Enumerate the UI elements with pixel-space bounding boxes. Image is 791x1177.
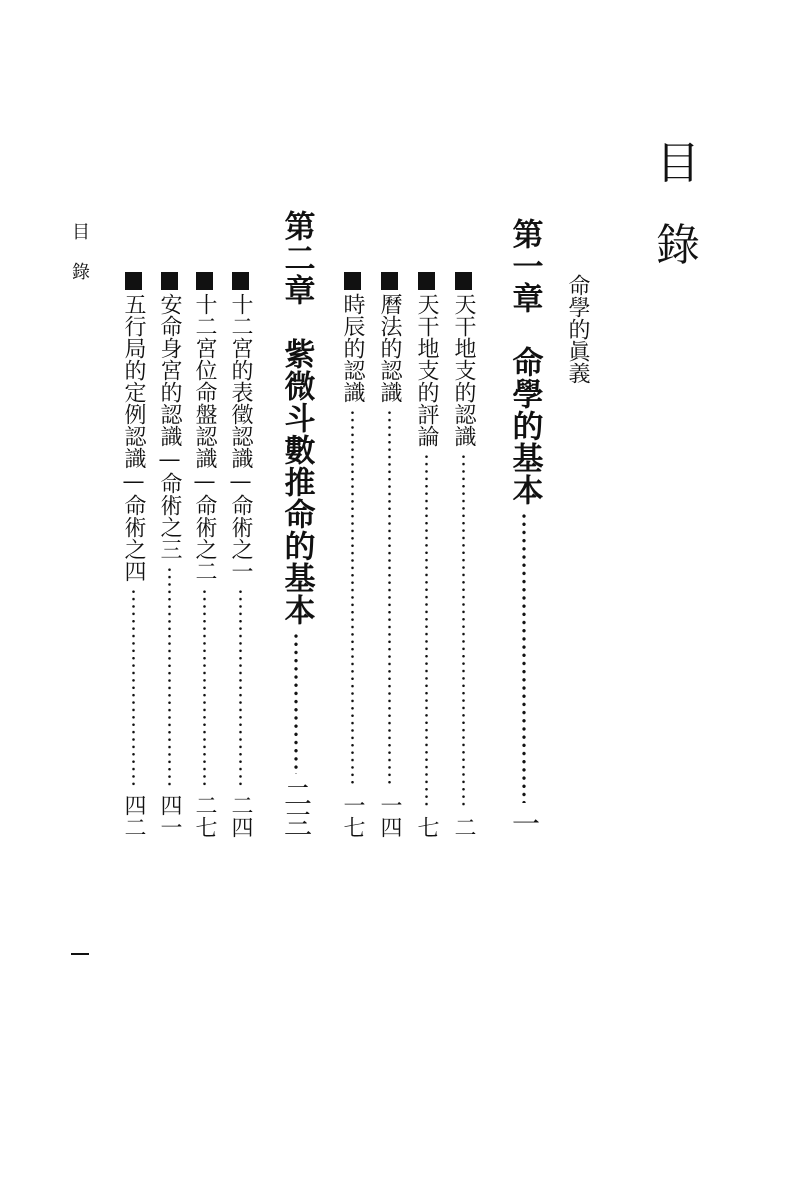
dot-leader	[294, 632, 298, 774]
dot-leader	[351, 409, 354, 788]
toc-section-2-2[interactable]	[189, 272, 219, 838]
chapter-heading: 第二章 紫微斗數推命的基本	[278, 210, 315, 626]
toc-section-2-1[interactable]	[225, 272, 255, 838]
bullet-square-icon	[232, 272, 249, 290]
dot-leader	[203, 588, 206, 788]
folio-glyph	[71, 953, 89, 955]
section-label: 時辰的認識	[340, 293, 365, 403]
toc-title-char-1: 目	[656, 138, 700, 189]
dot-leader	[168, 566, 171, 788]
page-number: 一	[508, 809, 541, 838]
dot-leader	[522, 512, 526, 803]
bullet-square-icon	[344, 272, 361, 290]
toc-section-1-2[interactable]	[411, 272, 441, 838]
page-number: 二七	[192, 794, 217, 838]
section-label: 十二宮位命盤認識—命術之二	[192, 293, 217, 582]
page-number: 二三	[280, 780, 313, 838]
page-number: 一七	[340, 794, 365, 838]
section-label: 五行局的定例認識—命術之四	[121, 293, 146, 582]
toc-title	[648, 138, 708, 278]
dot-leader	[462, 453, 465, 810]
bullet-square-icon	[381, 272, 398, 290]
section-label: 十二宮的表徵認識—命術之一	[228, 293, 253, 582]
page-number: 二四	[228, 794, 253, 838]
toc-section-1-4[interactable]	[337, 272, 367, 838]
section-label: 天干地支的評論	[414, 293, 439, 447]
dot-leader	[388, 409, 391, 788]
section-label: 天干地支的認識	[451, 293, 476, 447]
bullet-square-icon	[125, 272, 142, 290]
toc-title-char-2: 錄	[656, 220, 700, 271]
toc-entry-label: 命學的眞義	[565, 274, 590, 384]
page-number: 一四	[377, 794, 402, 838]
section-label: 曆法的認識	[377, 293, 402, 403]
bullet-square-icon	[418, 272, 435, 290]
section-label: 安命身宮的認識—命術之三	[157, 293, 182, 560]
toc-section-1-3[interactable]	[374, 272, 404, 838]
dot-leader	[132, 588, 135, 788]
toc-section-2-4[interactable]	[118, 272, 148, 838]
folio-page-number	[71, 944, 89, 964]
page-number: 二	[451, 816, 476, 838]
toc-chapter-2[interactable]	[276, 210, 316, 838]
toc-section-1-1[interactable]	[448, 272, 478, 838]
chapter-heading: 第一章 命學的基本	[506, 218, 543, 506]
dot-leader	[239, 588, 242, 788]
toc-chapter-1[interactable]	[504, 218, 544, 838]
bullet-square-icon	[196, 272, 213, 290]
page-number: 四一	[157, 794, 182, 838]
page-number: 四二	[121, 794, 146, 838]
running-head: 目錄	[69, 222, 90, 302]
page-number: 七	[414, 816, 439, 838]
toc-section-2-3[interactable]	[154, 272, 184, 838]
bullet-square-icon	[161, 272, 178, 290]
dot-leader	[425, 453, 428, 810]
toc-entry-preface[interactable]	[560, 274, 594, 384]
bullet-square-icon	[455, 272, 472, 290]
